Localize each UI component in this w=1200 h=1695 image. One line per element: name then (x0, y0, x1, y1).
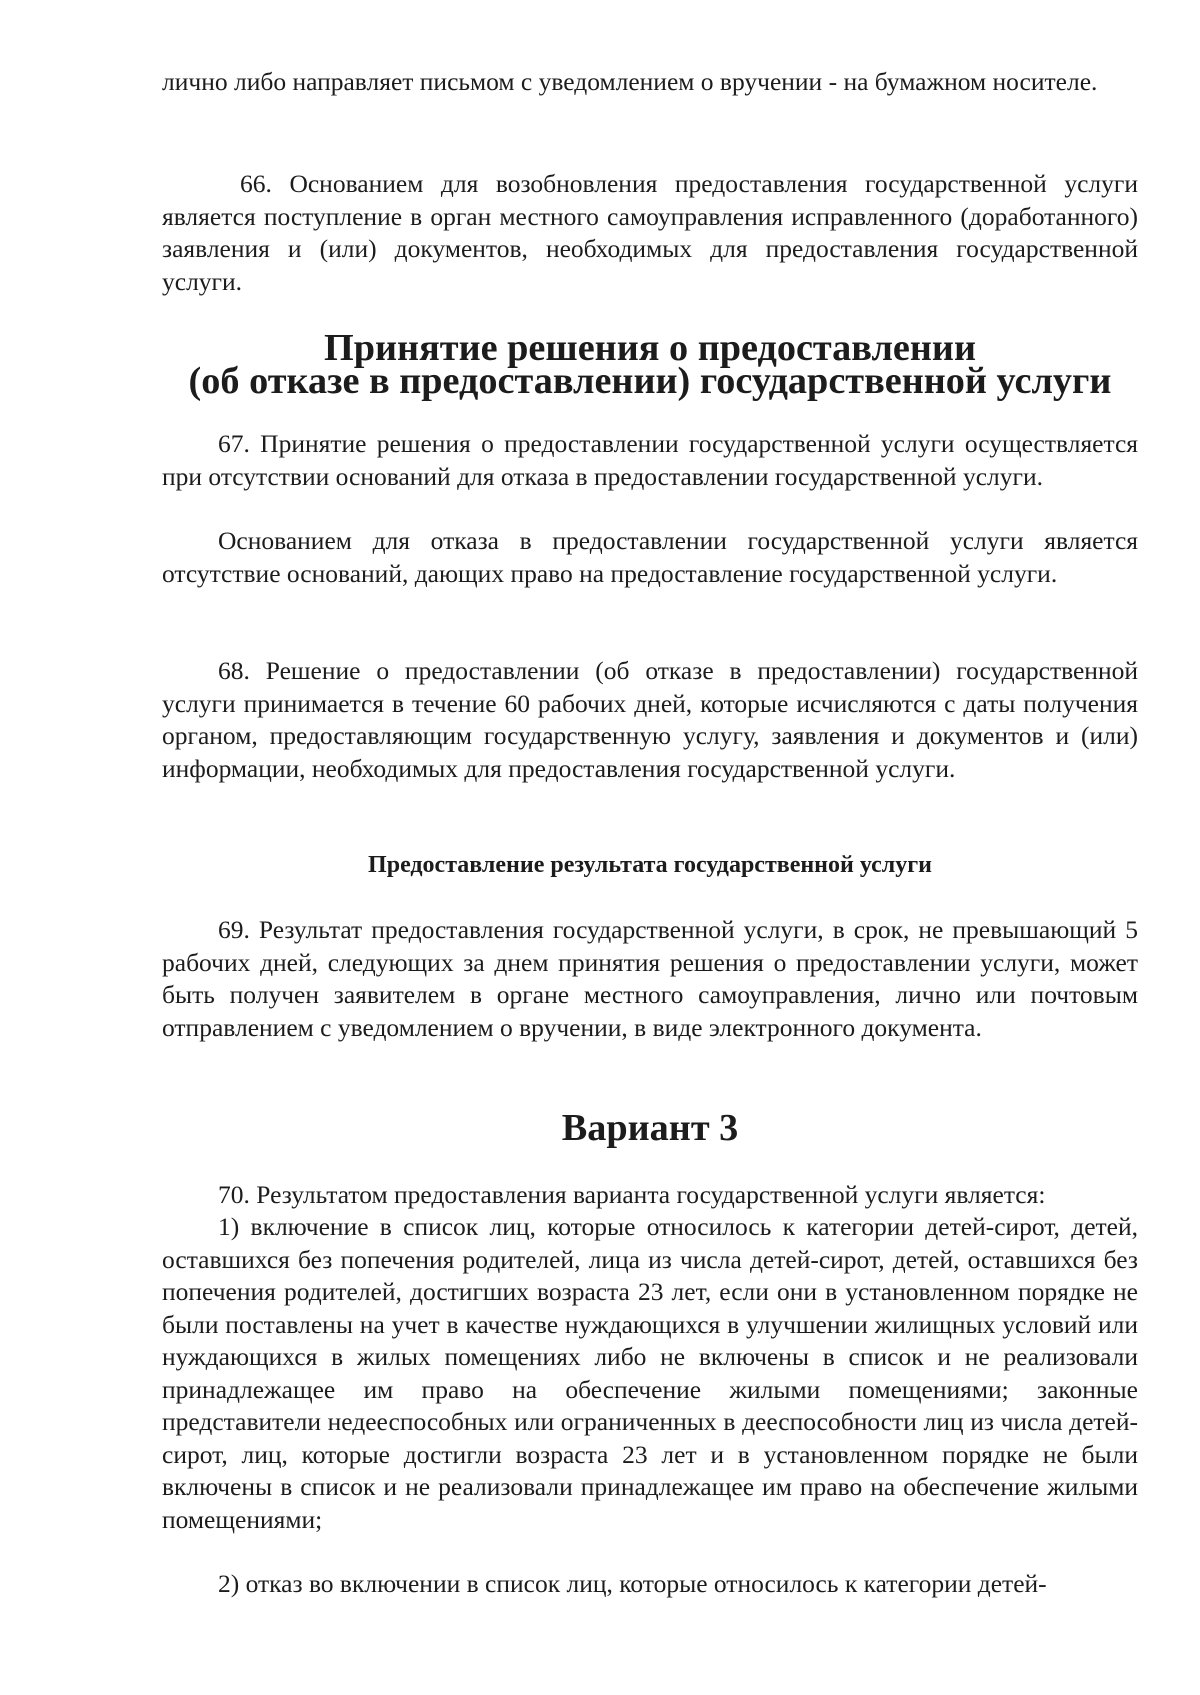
paragraph-67: 67. Принятие решения о предоставлении государственной услуги осуществляется при отсутствии оснований для отказа в предоставлении государственной услуги. (162, 429, 1138, 491)
paragraph-68: 68. Решение о предоставлении (об отказе в предоставлении) государственной услуги принимается в течение 60 рабочих дней, которые исчисляются с даты получения органом, предоставляющим государственную услугу, заявления и документов и (или) информации, необходимых для предоставления государственной услуги. (162, 656, 1138, 783)
section-heading-variant-3: Вариант 3 (561, 1107, 739, 1149)
section-heading-decision (162, 327, 1138, 402)
paragraph-67-refusal-basis: Основанием для отказа в предоставлении государственной услуги является отсутствие оснований, дающих право на предоставление государственной услуги. (162, 526, 1138, 588)
paragraph-66: 66. Основанием для возобновления предоставления государственной услуги является поступление в орган местного самоуправления исправленного (доработанного) заявления и (или) документов, необходимых для предоставления государственной услуги. (162, 169, 1138, 296)
section-heading-decision-line-2: (об отказе в предоставлении) государственной услуги (188, 359, 1112, 402)
list-item-70-1: 1) включение в список лиц, которые относилось к категории детей-сирот, детей, оставшихся без попечения родителей, лица из числа детей-сирот, детей, оставшихся без попечения родителей, достигших возраста 23 лет, если они в установленном порядке не были поставлены на учет в качестве нуждающихся в улучшении жилищных условий или нуждающихся в жилых помещениях либо не включены в список и не реализовали принадлежащее им право на обеспечение жилыми помещениями; законные представители недееспособных или ограниченных в дееспособности лиц из числа детей-сирот, лиц, которые достигли возраста 23 лет и в установленном порядке не были включены в список и не реализовали принадлежащее им право на обеспечение жилыми помещениями; (162, 1212, 1138, 1534)
intro-paragraph: лично либо направляет письмом с уведомлением о вручении - на бумажном носителе. (162, 67, 1098, 96)
section-heading-decision-line-1: Принятие решения о предоставлении (323, 327, 977, 369)
paragraph-69: 69. Результат предоставления государственной услуги, в срок, не превышающий 5 рабочих дней, следующих за днем принятия решения о предоставлении услуги, может быть получен заявителем в органе местного самоуправления, лично или почтовым отправлением с уведомлением о вручении, в виде электронного документа. (162, 915, 1138, 1042)
list-item-70-2: 2) отказ во включении в список лиц, которые относилось к категории детей- (218, 1569, 1047, 1598)
paragraph-70: 70. Результатом предоставления варианта государственной услуги является: (218, 1180, 1046, 1209)
section-heading-result: Предоставление результата государственной услуги (368, 852, 932, 878)
